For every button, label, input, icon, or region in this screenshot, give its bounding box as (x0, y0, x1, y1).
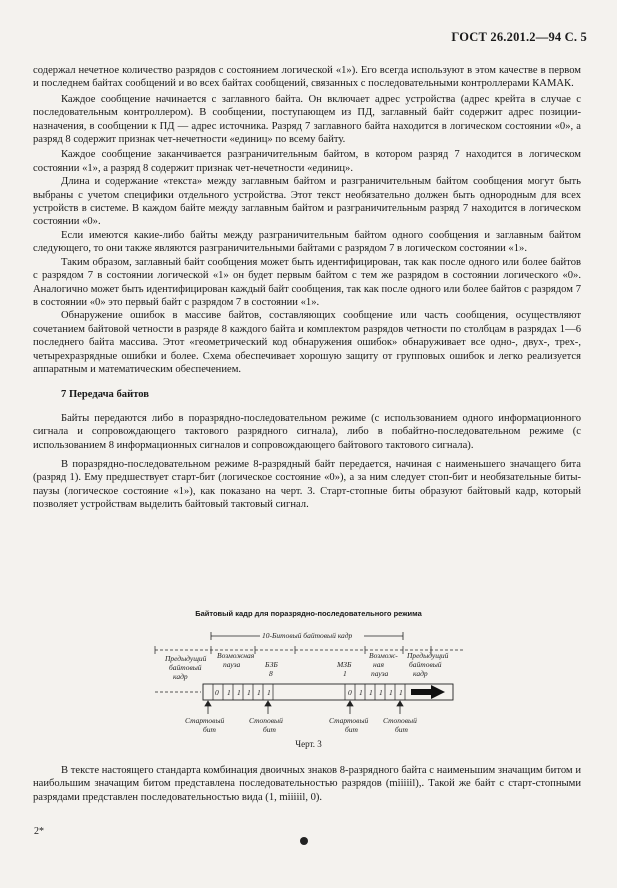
paragraph: Обнаружение ошибок в массиве байтов, составляющих сообщение или часть сообщения, осуществляют сочетанием байтовой четности в разряде 8 каждого байта и комплектом разрядов четности по столбцам в разрядах 1—6 последнего байта массива. Этот «геометрический код обнаружения ошибок» обнаруживает все одно-, двух-, трех-, четырехразрядные ошибки и более. Схема обеспечивает хорошую защиту от групповых ошибок и легко реализуется аппаратным и математическим обеспечением. (33, 310, 581, 375)
stop-bit-label-2: бит (263, 725, 276, 734)
start-bit-label: Стартовый (185, 716, 225, 725)
stop-bit-label: Стоповый (249, 716, 283, 725)
figure-title: Байтовый кадр для поразрядно-последовательного режима (195, 609, 422, 618)
paragraph: В тексте настоящего стандарта комбинация двоичных знаков 8-разрядного байта с наименьшим значащим битом и наибольшим значащим битом представлена последовательностью разрядов (miiiiil),. Такой же байт с старт-стопными разрядами представлен последовательностью вида (1, miiiiil, 0). (33, 765, 581, 803)
pause-label-2: пауза (223, 660, 241, 669)
paragraph: Длина и содержание «текста» между заглавным байтом и разграничительным байтом сообщения могут быть выбраны с учетом специфики отдельного устройства. Этот текст необязательно должен быть однородным для всех устройств в системе. В каждом байте между заглавным байтом и разграничительным разряд 7 находится в логическом состоянии «0». (33, 176, 581, 228)
next-frame-label-2: байтовый (409, 660, 442, 669)
prev-frame-label-2: байтовый (169, 663, 202, 672)
bit-cell: 1 (369, 688, 373, 697)
bit-cell: 1 (379, 688, 383, 697)
bit-cell: 1 (359, 688, 363, 697)
punch-hole-mark (300, 837, 308, 845)
paragraph: Если имеются какие-либо байты между разграничительным байтом одного сообщения и заглавным байтом следующего, то они также являются разграничительными байтами с разрядом 7 в логическом состоянии «1». (33, 229, 581, 255)
frame-label: 10-Битовый байтовый кадр (262, 631, 353, 640)
body-text (33, 64, 581, 512)
msb-label: МЗБ (337, 660, 352, 669)
prev-frame-label-1: Предыдущий (165, 654, 207, 663)
lsb-number: 8 (269, 669, 273, 678)
stop-bit-label: Стоповый (383, 716, 417, 725)
bit-cell: 0 (348, 688, 352, 697)
prev-frame-label-3: кадр (173, 672, 188, 681)
bit-cell: 1 (247, 688, 251, 697)
lsb-label: БЗБ (265, 660, 278, 669)
bit-cell: 1 (399, 688, 403, 697)
byte-frame-diagram (145, 628, 475, 736)
page-mark: 2* (34, 826, 44, 837)
section-heading: 7 Передача байтов (61, 389, 150, 401)
pause2-label-1: Возмож- (369, 651, 398, 660)
figure-number: Черт. 3 (295, 739, 322, 749)
pause2-label-3: пауза (371, 669, 389, 678)
paragraph: содержал нечетное количество разрядов с состоянием логической «1»). Его всегда используют в этом качестве в первом и последнем байтах сообщений и во всех байтах сообщений, связанных с последовательными контроллерами КАМАК. (33, 65, 581, 90)
next-frame-label-1: Предыдущий (407, 651, 449, 660)
bit-cell: 1 (257, 688, 261, 697)
bit-cell: 1 (237, 688, 241, 697)
bit-cell: 1 (389, 688, 393, 697)
stop-bit-label-2: бит (395, 725, 408, 734)
next-frame-label-3: кадр (413, 669, 428, 678)
start-bit-label-2: бит (345, 725, 358, 734)
paragraph: Таким образом, заглавный байт сообщения может быть идентифицирован, так как после одного или более байтов с разрядом 7 в состоянии логической «1» он будет первым байтом с тем же разрядом в состоянии логического «0». Аналогично может быть идентифицирован каждый байт сообщения, так как после одного или более байтов с разрядом 7 в состоянии «0» это первый байт с разрядом 7 в состоянии «1». (33, 256, 581, 308)
msb-number: 1 (343, 669, 347, 678)
paragraph: Байты передаются либо в поразрядно-последовательном режиме (с использованием одного информационного сигнала и сопровождающего тактового разрядного сигнала), либо в побайтно-последовательном режиме (с использованием 8 информационных сигналов и сопровождающего байтового тактового сигнала). (33, 412, 581, 451)
paragraph: Каждое сообщение заканчивается разграничительным байтом, в котором разряд 7 находится в логическом состоянии «1», а разряд 8 содержит признак чет-нечетности «единиц». (33, 149, 581, 174)
start-bit-label-2: бит (203, 725, 216, 734)
paragraph: Каждое сообщение начинается с заглавного байта. Он включает адрес устройства (адрес крейта в случае с последовательным контроллером). В сообщении, поступающем из ПД, заглавный байт содержит адрес позиции-назначения, в сообщении к ПД — адрес источника. Разряд 7 заглавного байта находится в логическом состоянии «0», а разряд 8 содержит признак чет-нечетности «единиц» по всему байту. (33, 93, 581, 146)
pause-label-1: Возможная (217, 651, 255, 660)
start-bit-label: Стартовый (329, 716, 369, 725)
bit-cell: 0 (215, 688, 219, 697)
page-header: ГОСТ 26.201.2—94 С. 5 (451, 30, 587, 44)
bit-cell: 1 (267, 688, 271, 697)
direction-arrow-icon (411, 685, 445, 699)
paragraph: В поразрядно-последовательном режиме 8-разрядный байт передается, начиная с наименьшего значащего бита (разряд 1). Ему предшествует старт-бит (логическое состояние «0»), а за ним следует стоп-бит и необязательные биты-паузы (логическое состояние «1»), как показано на черт. 3. Старт-стопные биты образуют байтовый кадр, который позволяет устройствам выделить байтовый тактовый сигнал. (33, 458, 581, 511)
closing-text (33, 764, 581, 804)
pause2-label-2: ная (373, 660, 384, 669)
bit-cell: 1 (227, 688, 231, 697)
